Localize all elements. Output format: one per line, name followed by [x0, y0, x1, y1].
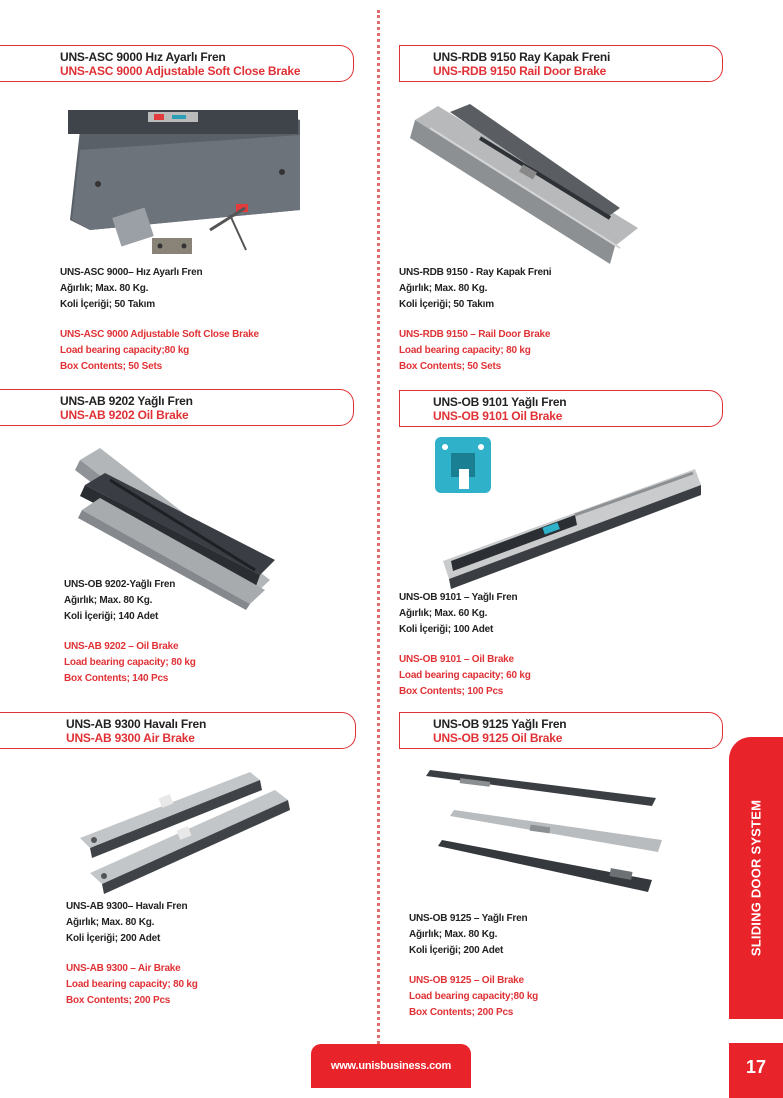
desc-box-en: Box Contents; 100 Pcs: [399, 686, 504, 697]
desc-name-tr: UNS-AB 9300– Havalı Fren: [66, 901, 188, 912]
product-title-en: UNS-OB 9101 Oil Brake: [433, 409, 563, 423]
product-title-en: UNS-OB 9125 Oil Brake: [433, 731, 563, 745]
desc-load-en: Load bearing capacity;80 kg: [60, 345, 190, 356]
desc-weight-tr: Ağırlık; Max. 80 Kg.: [399, 283, 488, 294]
desc-box-en: Box Contents; 200 Pcs: [66, 995, 171, 1006]
desc-name-en: UNS-OB 9125 – Oil Brake: [409, 975, 524, 986]
desc-load-en: Load bearing capacity; 80 kg: [399, 345, 531, 356]
desc-box-en: Box Contents; 50 Sets: [60, 361, 162, 372]
desc-load-en: Load bearing capacity; 80 kg: [66, 979, 198, 990]
product-image: [425, 433, 705, 593]
product-title-en: UNS-RDB 9150 Rail Door Brake: [433, 64, 607, 78]
desc-box-en: Box Contents; 140 Pcs: [64, 673, 169, 684]
desc-box-tr: Koli İçeriği; 50 Takım: [60, 299, 155, 310]
desc-name-en: UNS-ASC 9000 Adjustable Soft Close Brake: [60, 329, 259, 340]
desc-weight-tr: Ağırlık; Max. 80 Kg.: [409, 929, 498, 940]
product-title-en: UNS-ASC 9000 Adjustable Soft Close Brake: [60, 64, 301, 78]
product-title-tr: UNS-OB 9125 Yağlı Fren: [433, 717, 567, 731]
desc-box-tr: Koli İçeriği; 100 Adet: [399, 624, 494, 635]
product-title-tr: UNS-AB 9202 Yağlı Fren: [60, 394, 193, 408]
website-link[interactable]: www.unisbusiness.com: [330, 1060, 452, 1072]
product-header: [399, 390, 723, 427]
desc-load-en: Load bearing capacity;80 kg: [409, 991, 539, 1002]
product-title-tr: UNS-RDB 9150 Ray Kapak Freni: [433, 50, 611, 64]
product-description: [399, 590, 531, 700]
desc-name-en: UNS-RDB 9150 – Rail Door Brake: [399, 329, 551, 340]
section-side-label: SLIDING DOOR SYSTEM: [748, 799, 764, 957]
website-tab[interactable]: [311, 1044, 471, 1088]
product-header: [0, 45, 354, 82]
desc-weight-tr: Ağırlık; Max. 80 Kg.: [60, 283, 149, 294]
desc-name-en: UNS-OB 9101 – Oil Brake: [399, 654, 514, 665]
desc-box-en: Box Contents; 50 Sets: [399, 361, 501, 372]
desc-name-tr: UNS-ASC 9000– Hız Ayarlı Fren: [60, 267, 203, 278]
product-image: [60, 768, 300, 898]
product-title-en: UNS-AB 9202 Oil Brake: [60, 408, 189, 422]
product-title-tr: UNS-AB 9300 Havalı Fren: [66, 717, 207, 731]
desc-name-en: UNS-AB 9300 – Air Brake: [66, 963, 181, 974]
desc-load-en: Load bearing capacity; 80 kg: [64, 657, 196, 668]
desc-weight-tr: Ağırlık; Max. 60 Kg.: [399, 608, 488, 619]
desc-box-tr: Koli İçeriği; 200 Adet: [66, 933, 161, 944]
product-title-tr: UNS-ASC 9000 Hız Ayarlı Fren: [60, 50, 226, 64]
desc-box-tr: Koli İçeriği; 140 Adet: [64, 611, 159, 622]
section-side-tab: [729, 737, 783, 1019]
desc-box-tr: Koli İçeriği; 50 Takım: [399, 299, 494, 310]
product-image: [420, 770, 670, 900]
desc-name-en: UNS-AB 9202 – Oil Brake: [64, 641, 179, 652]
desc-load-en: Load bearing capacity; 60 kg: [399, 670, 531, 681]
product-description: [399, 265, 551, 375]
product-header: [0, 389, 354, 426]
column-divider: [377, 10, 380, 1050]
product-description: [64, 577, 196, 687]
product-title-en: UNS-AB 9300 Air Brake: [66, 731, 195, 745]
product-image: [60, 90, 320, 260]
product-description: [66, 899, 198, 1009]
page-number-box: [729, 1043, 783, 1098]
page-number: 17: [745, 1057, 767, 1077]
desc-name-tr: UNS-OB 9202-Yağlı Fren: [64, 579, 176, 590]
desc-name-tr: UNS-RDB 9150 - Ray Kapak Freni: [399, 267, 552, 278]
desc-box-tr: Koli İçeriği; 200 Adet: [409, 945, 504, 956]
desc-name-tr: UNS-OB 9125 – Yağlı Fren: [409, 913, 528, 924]
product-header: [399, 712, 723, 749]
desc-name-tr: UNS-OB 9101 – Yağlı Fren: [399, 592, 518, 603]
desc-box-en: Box Contents; 200 Pcs: [409, 1007, 514, 1018]
desc-weight-tr: Ağırlık; Max. 80 Kg.: [66, 917, 155, 928]
desc-weight-tr: Ağırlık; Max. 80 Kg.: [64, 595, 153, 606]
product-header: [399, 45, 723, 82]
product-header: [0, 712, 356, 749]
product-description: [60, 265, 259, 375]
product-description: [409, 911, 538, 1021]
product-title-tr: UNS-OB 9101 Yağlı Fren: [433, 395, 567, 409]
product-image: [410, 98, 640, 268]
